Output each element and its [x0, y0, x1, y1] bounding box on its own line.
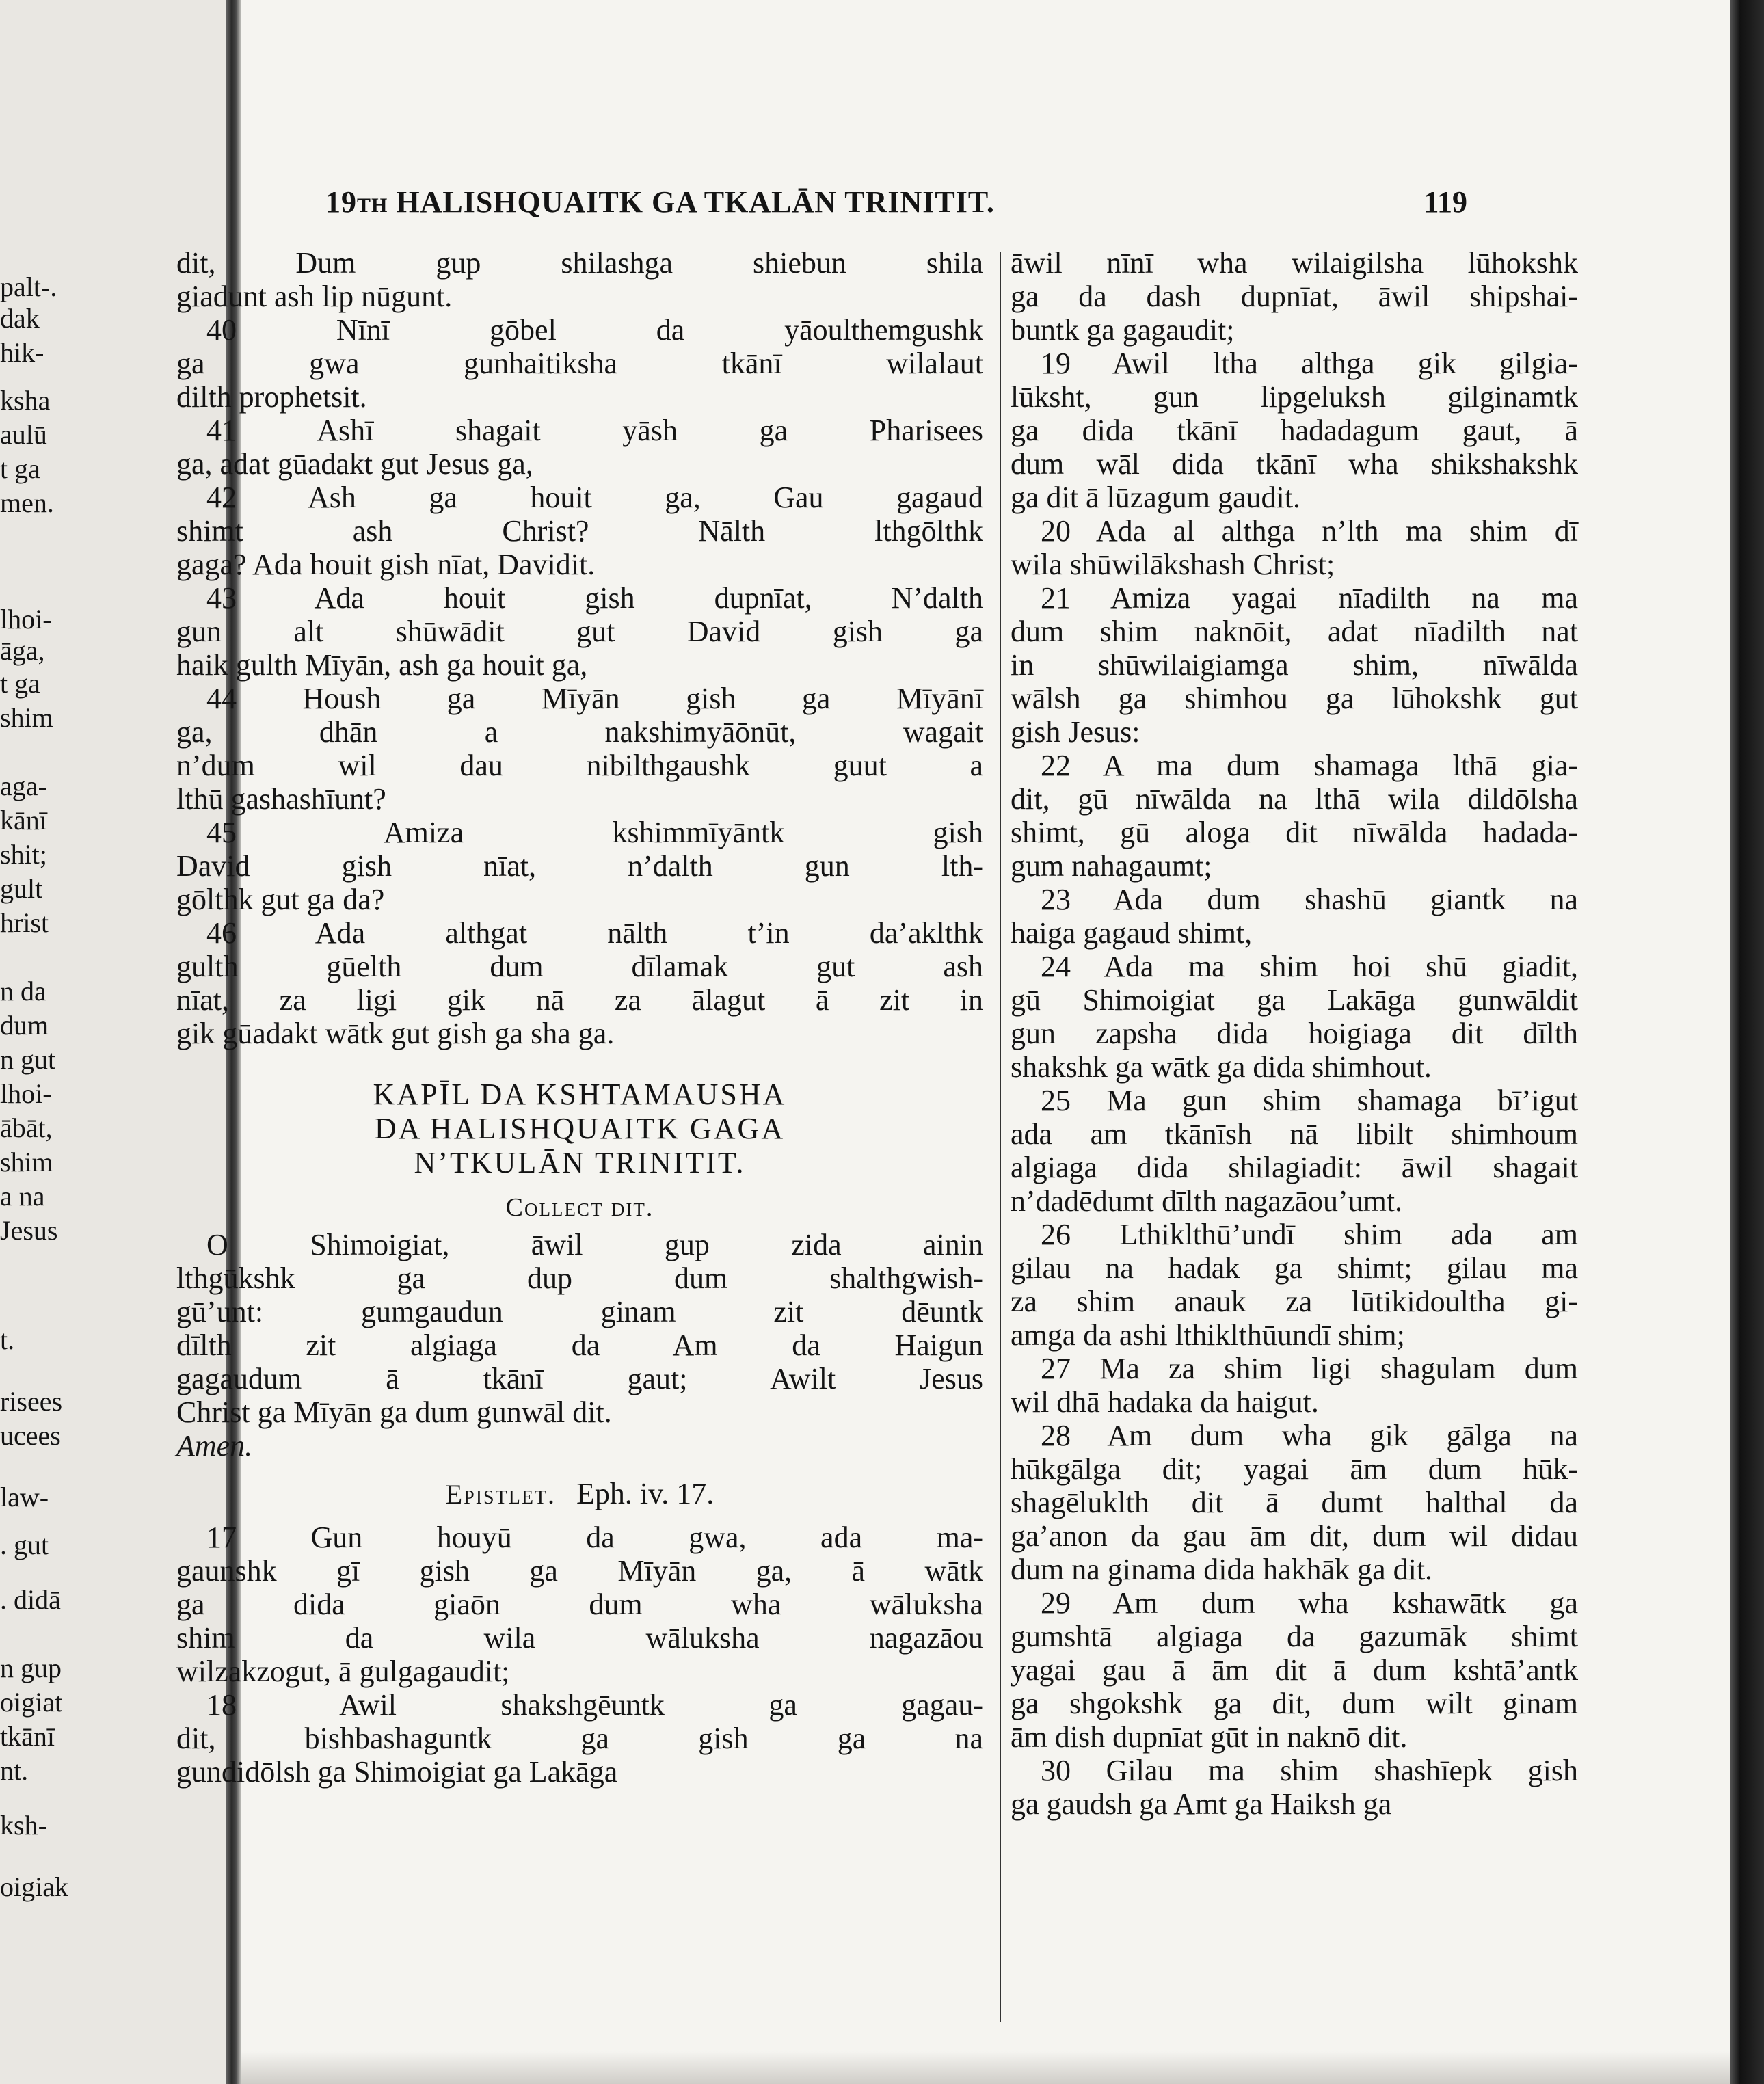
- text-line: 17 Gun houyū da gwa, ada ma-: [206, 1521, 983, 1554]
- text-line: gulth gūelth dum dīlamak gut ash: [176, 950, 983, 983]
- margin-fragment: . didā: [0, 1584, 61, 1615]
- margin-fragment: t.: [0, 1324, 15, 1355]
- epistle-heading: [176, 1476, 983, 1511]
- margin-fragment: law-: [0, 1482, 49, 1512]
- margin-fragment: dak: [0, 303, 40, 334]
- margin-fragment: Jesus: [0, 1215, 58, 1246]
- text-line: wil dhā hadaka da haigut.: [1011, 1385, 1319, 1419]
- margin-fragment: risees: [0, 1386, 63, 1417]
- text-line: O Shimoigiat, āwil gup zida ainin: [206, 1228, 983, 1261]
- margin-fragment: ksh-: [0, 1810, 47, 1841]
- text-line: 30 Gilau ma shim shashīepk gish: [1041, 1754, 1578, 1787]
- epistle-label: Epistlet.: [445, 1479, 557, 1510]
- text-line: dit, Dum gup shilashga shiebun shila: [176, 246, 983, 280]
- margin-fragment: tkānī: [0, 1721, 55, 1752]
- text-line: āwil nīnī wha wilaigilsha lūhokshk: [1011, 246, 1578, 280]
- text-line: gish Jesus:: [1011, 715, 1140, 749]
- text-line: lthgūkshk ga dup dum shalthgwish-: [176, 1261, 983, 1295]
- margin-fragment: hik-: [0, 337, 44, 368]
- text-line: 23 Ada dum shashū giantk na: [1041, 883, 1578, 916]
- heading-line: N’TKULĀN TRINITIT.: [414, 1146, 746, 1179]
- margin-fragment: kānī: [0, 805, 47, 836]
- text-line: 45 Amiza kshimmīyāntk gish: [206, 816, 983, 849]
- text-line: 46 Ada althgat nālth t’in da’aklthk: [206, 916, 983, 950]
- gospel-text: [176, 246, 983, 1050]
- margin-fragment: shit;: [0, 839, 47, 870]
- text-line: 42 Ash ga houit ga, Gau gagaud: [206, 481, 983, 514]
- text-line: lthū gashashīunt?: [176, 782, 386, 816]
- text-line: amga da ashi lthiklthūundī shim;: [1011, 1318, 1405, 1352]
- margin-fragment: palt-.: [0, 271, 57, 302]
- text-line: ga’anon da gau ām dit, dum wil didau: [1011, 1519, 1578, 1553]
- text-line: gagaudum ā tkānī gaut; Awilt Jesus: [176, 1362, 983, 1395]
- text-line: Christ ga Mīyān ga dum gunwāl dit.: [176, 1395, 612, 1429]
- margin-fragment: n gut: [0, 1044, 56, 1075]
- text-line: 27 Ma za shim ligi shagulam dum: [1041, 1352, 1578, 1385]
- chapter-heading: [176, 1078, 983, 1180]
- text-line: buntk ga gagaudit;: [1011, 313, 1235, 347]
- text-line: nīat, za ligi gik nā za ālagut ā zit in: [176, 983, 983, 1017]
- margin-fragment: ucees: [0, 1420, 61, 1451]
- text-line: ada am tkānīsh nā libilt shimhoum: [1011, 1117, 1578, 1151]
- text-line: wilzakzogut, ā gulgagaudit;: [176, 1655, 510, 1688]
- margin-fragment: lhoi-: [0, 604, 52, 634]
- text-line: hūkgālga dit; yagai ām dum hūk-: [1011, 1452, 1578, 1486]
- margin-fragment: nt.: [0, 1755, 29, 1786]
- text-line: 22 A ma dum shamaga lthā gia-: [1041, 749, 1578, 782]
- text-line: 21 Amiza yagai nīadilth na ma: [1041, 581, 1578, 615]
- epistle-reference: Eph. iv. 17.: [576, 1477, 714, 1510]
- text-line: dīlth zit algiaga da Am da Haigun: [176, 1328, 983, 1362]
- text-line: ga dit ā lūzagum gaudit.: [1011, 481, 1300, 514]
- margin-fragment: dum: [0, 1010, 49, 1041]
- text-line: shakshk ga wātk ga dida shimhout.: [1011, 1050, 1432, 1084]
- text-line: shimt, gū aloga dit nīwālda hadada-: [1011, 816, 1578, 849]
- heading-line: KAPĪL DA KSHTAMAUSHA: [373, 1078, 787, 1111]
- text-line: dum wāl dida tkānī wha shikshakshk: [1011, 447, 1578, 481]
- margin-fragment: āga,: [0, 635, 45, 666]
- margin-fragment: t ga: [0, 453, 40, 484]
- text-line: dilth prophetsit.: [176, 380, 367, 414]
- text-line: 25 Ma gun shim shamaga bī’igut: [1041, 1084, 1578, 1117]
- text-line: haiga gagaud shimt,: [1011, 916, 1253, 950]
- column-divider: [1000, 252, 1001, 2022]
- text-line: n’dum wil dau nibilthgaushk guut a: [176, 749, 983, 782]
- text-line: 43 Ada houit gish dupnīat, N’dalth: [206, 581, 983, 615]
- margin-fragment: a na: [0, 1181, 45, 1212]
- text-line: gun zapsha dida hoigiaga dit dīlth: [1011, 1017, 1578, 1050]
- margin-fragment: oigiak: [0, 1871, 68, 1902]
- epistle-text: [176, 1521, 983, 1789]
- text-line: ga da dash dupnīat, āwil shipshai-: [1011, 280, 1578, 313]
- margin-fragment: t ga: [0, 668, 40, 699]
- text-line: ga shgokshk ga dit, dum wilt ginam: [1011, 1687, 1578, 1720]
- text-line: gik gūadakt wātk gut gish ga sha ga.: [176, 1017, 615, 1050]
- text-line: dit, bishbashaguntk ga gish ga na: [176, 1722, 983, 1755]
- running-head-title: 19TH HALISHQUAITK GA TKALĀN TRINITIT.: [325, 185, 995, 219]
- text-line: za shim anauk za lūtikidoultha gi-: [1011, 1285, 1578, 1318]
- text-line: shim da wila wāluksha nagazāou: [176, 1621, 983, 1655]
- bottom-shadow: [241, 2051, 1730, 2084]
- margin-fragment: hrist: [0, 907, 49, 938]
- page-edge-shadow: [1730, 0, 1764, 2084]
- text-line: algiaga dida shilagiadit: āwil shagait: [1011, 1151, 1578, 1184]
- amen: Amen.: [176, 1429, 253, 1462]
- text-line: David gish nīat, n’dalth gun lth-: [176, 849, 983, 883]
- heading-line: DA HALISHQUAITK GAGA: [374, 1112, 786, 1145]
- text-line: 20 Ada al althga n’lth ma shim dī: [1041, 514, 1578, 548]
- text-line: 29 Am dum wha kshawātk ga: [1041, 1586, 1578, 1620]
- epistle-continuation: [1011, 246, 1578, 1821]
- text-line: gundidōlsh ga Shimoigiat ga Lakāga: [176, 1755, 618, 1789]
- text-line: gun alt shūwādit gut David gish ga: [176, 615, 983, 648]
- margin-fragment: n gup: [0, 1653, 62, 1683]
- text-line: ga dida giaōn dum wha wāluksha: [176, 1588, 983, 1621]
- text-line: dum na ginama dida hakhāk ga dit.: [1011, 1553, 1433, 1586]
- text-line: 26 Lthiklthū’undī shim ada am: [1041, 1218, 1578, 1251]
- text-line: 24 Ada ma shim hoi shū giadit,: [1041, 950, 1578, 983]
- text-line: gum nahagaumt;: [1011, 849, 1212, 883]
- text-line: 28 Am dum wha gik gālga na: [1041, 1419, 1578, 1452]
- margin-fragment: n da: [0, 976, 46, 1006]
- margin-fragment: oigiat: [0, 1687, 63, 1718]
- text-line: lūksht, gun lipgeluksh gilginamtk: [1011, 380, 1578, 414]
- text-line: 40 Nīnī gōbel da yāoulthemgushk: [206, 313, 983, 347]
- text-line: haik gulth Mīyān, ash ga houit ga,: [176, 648, 588, 682]
- text-line: ga dida tkānī hadadagum gaut, ā: [1011, 414, 1578, 447]
- text-line: ga, dhān a nakshimyāōnūt, wagait: [176, 715, 983, 749]
- margin-fragment: shim: [0, 1147, 53, 1177]
- text-line: wila shūwilākshash Christ;: [1011, 548, 1335, 581]
- text-line: giadunt ash lip nūgunt.: [176, 280, 453, 313]
- text-line: wālsh ga shimhou ga lūhokshk gut: [1011, 682, 1578, 715]
- text-line: ga gaudsh ga Amt ga Haiksh ga: [1011, 1787, 1392, 1821]
- text-line: gū’unt: gumgaudun ginam zit dēuntk: [176, 1295, 983, 1328]
- collect-heading: Collect dit.: [505, 1193, 654, 1222]
- text-line: 41 Ashī shagait yāsh ga Pharisees: [206, 414, 983, 447]
- text-line: gū Shimoigiat ga Lakāga gunwāldit: [1011, 983, 1578, 1017]
- text-line: yagai gau ā ām dit ā dum kshtā’antk: [1011, 1653, 1578, 1687]
- margin-fragment: aulū: [0, 419, 47, 450]
- margin-fragment: ābāt,: [0, 1112, 53, 1143]
- text-line: shimt ash Christ? Nālth lthgōlthk: [176, 514, 983, 548]
- text-line: gaga? Ada houit gish nīat, Davidit.: [176, 548, 596, 581]
- left-column: [176, 246, 983, 1789]
- margin-fragment: . gut: [0, 1529, 49, 1560]
- margin-fragment: lhoi-: [0, 1078, 52, 1109]
- margin-fragment: ksha: [0, 385, 51, 416]
- text-line: 44 Housh ga Mīyān gish ga Mīyānī: [206, 682, 983, 715]
- text-line: gōlthk gut ga da?: [176, 883, 385, 916]
- text-line: n’dadēdumt dīlth nagazāou’umt.: [1011, 1184, 1403, 1218]
- margin-fragment: aga-: [0, 771, 47, 801]
- text-line: ām dish dupnīat gūt in naknō dit.: [1011, 1720, 1408, 1754]
- text-line: shagēluklth dit ā dumt halthal da: [1011, 1486, 1578, 1519]
- page-number: 119: [1424, 185, 1467, 219]
- margin-fragment: gult: [0, 873, 43, 904]
- right-column: [1011, 246, 1578, 1821]
- text-line: dit, gū nīwālda na lthā wila dildōlsha: [1011, 782, 1578, 816]
- margin-fragment: men.: [0, 487, 54, 518]
- text-line: 18 Awil shakshgēuntk ga gagau-: [206, 1688, 983, 1722]
- margin-fragment: shim: [0, 702, 53, 733]
- text-line: gumshtā algiaga da gazumāk shimt: [1011, 1620, 1578, 1653]
- running-head: [325, 185, 1467, 226]
- text-line: ga, adat gūadakt gut Jesus ga,: [176, 447, 533, 481]
- text-line: in shūwilaigiamga shim, nīwālda: [1011, 648, 1578, 682]
- collect-text: [176, 1228, 983, 1429]
- text-line: 19 Awil ltha althga gik gilgia-: [1041, 347, 1578, 380]
- text-line: gilau na hadak ga shimt; gilau ma: [1011, 1251, 1578, 1285]
- text-line: ga gwa gunhaitiksha tkānī wilalaut: [176, 347, 983, 380]
- text-line: gaunshk gī gish ga Mīyān ga, ā wātk: [176, 1554, 983, 1588]
- text-line: dum shim naknōit, adat nīadilth nat: [1011, 615, 1578, 648]
